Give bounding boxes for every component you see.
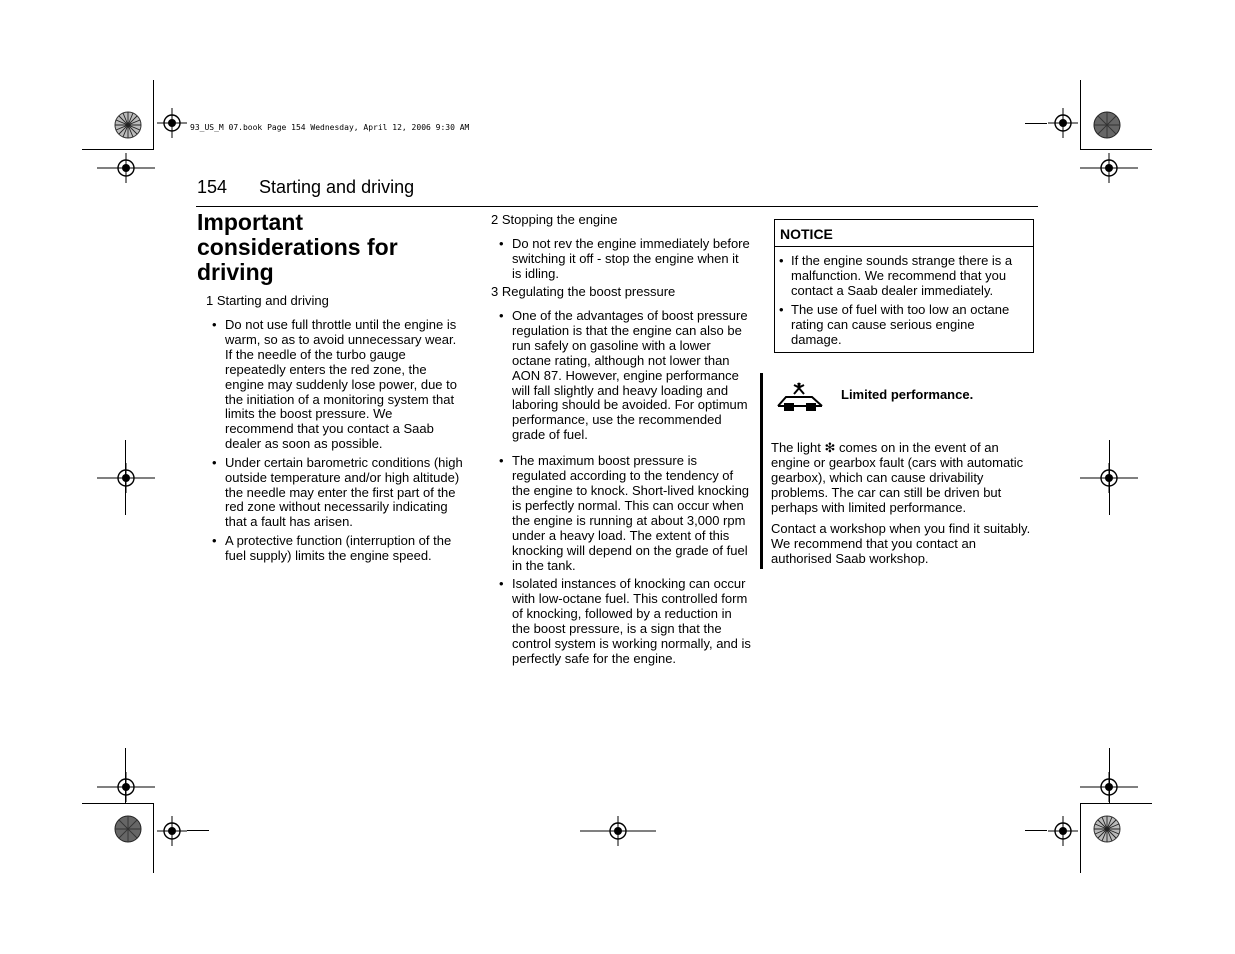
list-item: • Under certain barometric conditions (high outside temperature and/or high altitude) the needle may enter the first part of the red zone without necessarily indicating that a fault has arisen.	[212, 456, 464, 531]
warning-paragraph: The light ❇ comes on in the event of an engine or gearbox fault (cars with automatic gearbox), which can cause drivability problems. The car can still be driven but perhaps with limited performance.	[771, 440, 1024, 515]
subheading-stopping: 2 Stopping the engine	[491, 212, 618, 227]
registration-mark-icon	[157, 816, 187, 846]
registration-mark-icon	[157, 108, 187, 138]
crop-line	[1080, 80, 1081, 150]
list-item: • Isolated instances of knocking can occur with low-octane fuel. This controlled form of knocking, followed by a reduction in the boost pressure, is a sign that the control system is working normally, and is perfectly safe for the engine.	[499, 577, 751, 666]
notice-box	[774, 219, 1034, 353]
list-item: • The use of fuel with too low an octane rating can cause serious engine damage.	[779, 303, 1027, 347]
starburst-mark-icon	[1093, 815, 1121, 843]
crop-line	[82, 803, 154, 804]
crop-line	[153, 803, 154, 873]
crop-line	[1109, 440, 1110, 515]
list-item: • The maximum boost pressure is regulated according to the tendency of the engine to knock. Short-lived knocking is perfectly normal. This can occur when the engine is running at about 3,000 rpm under a heavy load. The extent of this knocking will depend on the grade of fuel in the tank.	[499, 454, 751, 573]
registration-mark-icon	[1048, 108, 1078, 138]
section-title: Starting and driving	[259, 177, 415, 197]
crop-line	[1025, 123, 1047, 124]
registration-mark-icon	[97, 463, 155, 493]
limited-performance-icon	[776, 380, 826, 414]
notice-heading: NOTICE	[775, 220, 1033, 247]
starburst-mark-icon	[114, 815, 142, 843]
starburst-mark-icon	[1093, 111, 1121, 139]
list-item: • One of the advantages of boost pressure regulation is that the engine can also be run safely on gasoline with a lower octane rating, although not lower than AON 87. However, engine performance will fall slightly and heavy loading and laboring should be avoided. For optimum performance, use the recommended grade of fuel.	[499, 309, 751, 443]
list-item: • Do not rev the engine immediately before switching it off - stop the engine when it is idling.	[499, 237, 751, 282]
crop-line	[82, 149, 154, 150]
crop-line	[125, 748, 126, 803]
crop-line	[1080, 803, 1081, 873]
crop-line	[1109, 748, 1110, 803]
boost-list	[499, 309, 751, 670]
subheading-boost: 3 Regulating the boost pressure	[491, 284, 676, 299]
list-item: • Do not use full throttle until the engine is warm, so as to avoid unnecessary wear. If the needle of the turbo gauge repeatedly enters the red zone, the engine may suddenly lose power, due to the initiation of a monitoring system that limits the boost pressure. We recommend that you contact a Saab dealer as soon as possible.	[212, 318, 464, 452]
starburst-mark-icon	[114, 111, 142, 139]
crop-line	[187, 830, 209, 831]
starting-list	[212, 318, 464, 567]
registration-mark-icon	[97, 772, 155, 802]
notice-list	[779, 254, 1027, 353]
crop-line	[1080, 803, 1152, 804]
crop-line	[1080, 149, 1152, 150]
registration-mark-icon	[1048, 816, 1078, 846]
registration-mark-icon	[580, 816, 656, 846]
registration-mark-icon	[1080, 153, 1138, 183]
crop-line	[1025, 830, 1047, 831]
limited-performance-label: Limited performance.	[841, 387, 974, 402]
crop-line	[125, 440, 126, 515]
stopping-list	[499, 237, 751, 285]
warning-paragraph: Contact a workshop when you find it suitably. We recommend that you contact an authorised Saab workshop.	[771, 521, 1031, 566]
change-bar	[760, 373, 763, 569]
list-item: • If the engine sounds strange there is a malfunction. We recommend that you contact a Saab dealer immediately.	[779, 254, 1027, 298]
print-info: 93_US_M 07.book Page 154 Wednesday, April 12, 2006 9:30 AM	[190, 123, 470, 132]
subheading-starting: 1 Starting and driving	[206, 293, 329, 308]
header-rule	[196, 206, 1038, 207]
page-number: 154	[197, 177, 228, 197]
list-item: • A protective function (interruption of the fuel supply) limits the engine speed.	[212, 534, 464, 564]
page-title: Important considerations for driving	[197, 209, 398, 285]
registration-mark-icon	[97, 153, 155, 183]
crop-line	[153, 80, 154, 150]
